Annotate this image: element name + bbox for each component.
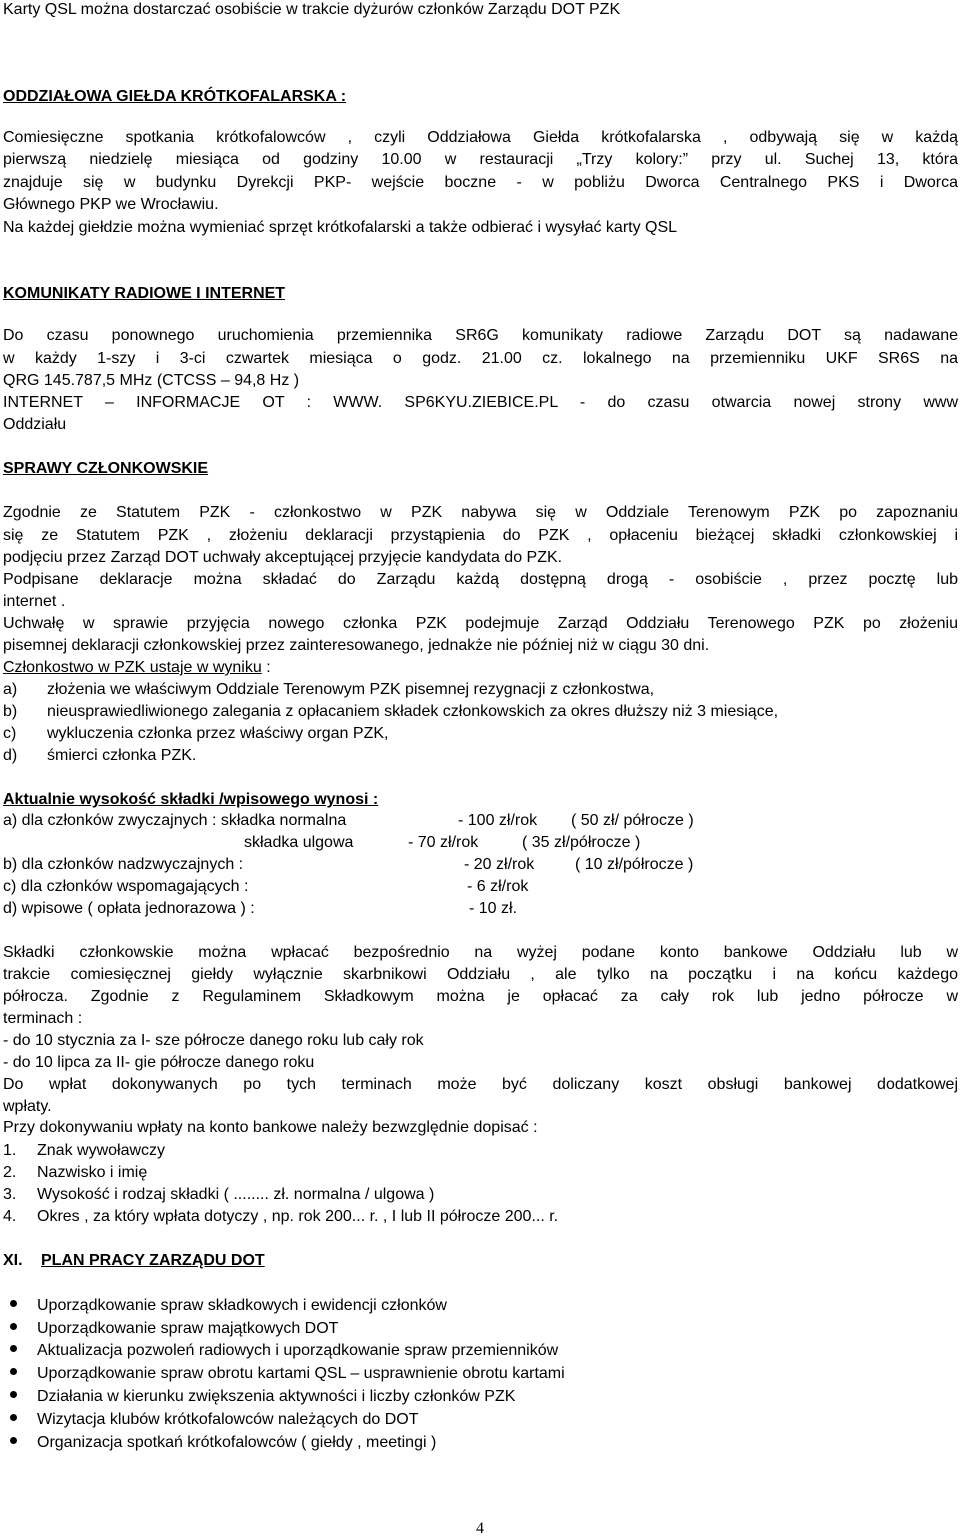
sprawy-line: podjęciu przez Zarząd DOT uchwały akceptującej przyjęcie kandydata do PZK.: [3, 549, 563, 566]
wplaty-line: - do 10 stycznia za I- sze półrocze danego roku lub cały rok: [3, 1032, 424, 1049]
bullet-icon: [10, 1414, 17, 1421]
skladka-row-amount: - 6 zł/rok: [467, 878, 529, 895]
bullet-icon: [10, 1345, 17, 1352]
skladka-row-label: a) dla członków zwyczajnych : składka normalna: [3, 812, 347, 829]
plan-item: Aktualizacja pozwoleń radiowych i uporządkowanie spraw przemienników: [37, 1342, 559, 1359]
skladka-row-half: ( 10 zł/półrocze ): [575, 856, 694, 873]
skladka-row-label: składka ulgowa: [244, 834, 354, 851]
skladka-row-amount: - 100 zł/rok: [458, 812, 538, 829]
ustaje-colon: :: [261, 659, 271, 676]
bullet-icon: [10, 1437, 17, 1444]
bullet-icon: [10, 1368, 17, 1375]
gielda-line: Na każdej giełdzie można wymieniać sprzęt krótkofalarski a także odbierać i wysyłać karty QSL: [3, 219, 678, 236]
ustaje-item-letter: a): [3, 681, 18, 698]
wplaty-line: trakcie comiesięcznej giełdy wyłącznie skarbnikowi Oddziału , ale tylko na początku i na końcu każdego: [3, 966, 958, 983]
wplaty-item-num: 3.: [3, 1186, 17, 1203]
skladka-row-label: b) dla członków nadzwyczajnych :: [3, 856, 244, 873]
komunikaty-line: INTERNET – INFORMACJE OT : WWW. SP6KYU.ZIEBICE.PL - do czasu otwarcia nowej strony www: [3, 394, 958, 411]
wplaty-line: półrocza. Zgodnie z Regulaminem Składkowym można je opłacać za cały rok lub jedno półrocze w: [3, 988, 958, 1005]
wplaty-line: terminach :: [3, 1010, 83, 1027]
gielda-line: Głównego PKP we Wrocławiu.: [3, 196, 219, 213]
ustaje-item-text: śmierci członka PZK.: [47, 747, 197, 764]
ustaje-item-letter: d): [3, 747, 18, 764]
intro-line: Karty QSL można dostarczać osobiście w trakcie dyżurów członków Zarządu DOT PZK: [3, 1, 621, 18]
skladka-row-amount: - 10 zł.: [469, 900, 518, 917]
skladka-row-half: ( 35 zł/półrocze ): [522, 834, 641, 851]
gielda-heading: ODDZIAŁOWA GIEŁDA KRÓTKOFALARSKA :: [3, 88, 347, 105]
plan-item: Uporządkowanie spraw majątkowych DOT: [37, 1320, 339, 1337]
sprawy-line: Uchwałę w sprawie przyjęcia nowego członka PZK podejmuje Zarząd Oddziału Terenowego PZK po złożeniu: [3, 615, 958, 632]
gielda-line: znajduje się w budynku Dyrekcji PKP- wejście boczne - w pobliżu Dworca Centralnego PKS i Dworca: [3, 174, 958, 191]
plan-item: Działania w kierunku zwiększenia aktywności i liczby członków PZK: [37, 1388, 516, 1405]
wplaty-item-num: 1.: [3, 1142, 17, 1159]
wplaty-line: Składki członkowskie można wpłacać bezpośrednio na wyżej podane konto bankowe Oddziału lub w: [3, 944, 958, 961]
ustaje-line: [3, 658, 958, 678]
bullet-icon: [10, 1300, 17, 1307]
skladki-heading: Aktualnie wysokość składki /wpisowego wynosi :: [3, 791, 379, 808]
ustaje-item-text: nieusprawiedliwionego zalegania z opłacaniem składek członkowskich za okres dłuższy niż 3 miesiące,: [47, 703, 779, 720]
wplaty-line: wpłaty.: [3, 1098, 52, 1115]
bullet-icon: [10, 1323, 17, 1330]
wplaty-item-num: 4.: [3, 1208, 17, 1225]
komunikaty-line: w każdy 1-szy i 3-ci czwartek miesiąca o godz. 21.00 cz. lokalnego na przemienniku UKF SR6S na: [3, 350, 958, 367]
sprawy-heading: SPRAWY CZŁONKOWSKIE: [3, 460, 209, 477]
plan-item: Wizytacja klubów krótkofalowców należących do DOT: [37, 1411, 419, 1428]
bullet-icon: [10, 1391, 17, 1398]
wplaty-item-text: Okres , za który wpłata dotyczy , np. rok 200... r. , I lub II półrocze 200... r.: [37, 1208, 559, 1225]
sprawy-line: Podpisane deklaracje można składać do Zarządu każdą dostępną drogą - osobiście , przez pocztę lub: [3, 571, 958, 588]
plan-heading: PLAN PRACY ZARZĄDU DOT: [41, 1252, 265, 1269]
wplaty-item-text: Znak wywoławczy: [37, 1142, 166, 1159]
wplaty-item-text: Nazwisko i imię: [37, 1164, 148, 1181]
komunikaty-line: Oddziału: [3, 416, 67, 433]
skladka-row-label: d) wpisowe ( opłata jednorazowa ) :: [3, 900, 255, 917]
gielda-line: pierwszą niedzielę miesiąca od godziny 10.00 w restauracji „Trzy kolory:” przy ul. Suchej 13, która: [3, 151, 958, 168]
sprawy-line: internet .: [3, 593, 66, 610]
sprawy-line: się ze Statutem PZK , złożeniu deklaracji przystąpienia do PZK , opłaceniu bieżącej składki członkowskiej i: [3, 527, 958, 544]
wplaty-line: Do wpłat dokonywanych po tych terminach może być doliczany koszt obsługi bankowej dodatkowej: [3, 1076, 958, 1093]
sprawy-line: Zgodnie ze Statutem PZK - członkostwo w PZK nabywa się w Oddziale Terenowym PZK po zapoznaniu: [3, 504, 958, 521]
skladka-row-amount: - 20 zł/rok: [464, 856, 535, 873]
plan-item: Organizacja spotkań krótkofalowców ( giełdy , meetingi ): [37, 1434, 437, 1451]
sprawy-line: pisemnej deklaracji członkowskiej przez zainteresowanego, jednakże nie później niż w ciągu 30 dni.: [3, 637, 710, 654]
skladka-row-amount: - 70 zł/rok: [408, 834, 479, 851]
komunikaty-heading: KOMUNIKATY RADIOWE I INTERNET: [3, 285, 286, 302]
wplaty-line: - do 10 lipca za II- gie półrocze danego roku: [3, 1054, 315, 1071]
skladka-row-half: ( 50 zł/ półrocze ): [571, 812, 694, 829]
skladka-row-label: c) dla członków wspomagających :: [3, 878, 249, 895]
komunikaty-line: Do czasu ponownego uruchomienia przemiennika SR6G komunikaty radiowe Zarządu DOT są nadawane: [3, 327, 958, 344]
wplaty-item-num: 2.: [3, 1164, 17, 1181]
ustaje-item-text: wykluczenia członka przez właściwy organ PZK,: [47, 725, 389, 742]
gielda-line: Comiesięczne spotkania krótkofalowców , czyli Oddziałowa Giełda krótkofalarska , odbywają się w każdą: [3, 129, 958, 146]
komunikaty-line: QRG 145.787,5 MHz (CTCSS – 94,8 Hz ): [3, 372, 300, 389]
page-number: 4: [476, 1520, 484, 1537]
wplaty-line: Przy dokonywaniu wpłaty na konto bankowe należy bezwzględnie dopisać :: [3, 1119, 538, 1136]
plan-item: Uporządkowanie spraw obrotu kartami QSL – usprawnienie obrotu kartami: [37, 1365, 565, 1382]
wplaty-item-text: Wysokość i rodzaj składki ( ........ zł. normalna / ulgowa ): [37, 1186, 435, 1203]
ustaje-item-letter: b): [3, 703, 18, 720]
ustaje-item-letter: c): [3, 725, 17, 742]
plan-item: Uporządkowanie spraw składkowych i ewidencji członków: [37, 1297, 447, 1314]
ustaje-label: Członkostwo w PZK ustaje w wyniku: [3, 659, 262, 676]
ustaje-item-text: złożenia we właściwym Oddziale Terenowym PZK pisemnej rezygnacji z członkostwa,: [47, 681, 655, 698]
plan-number: XI.: [3, 1252, 23, 1269]
